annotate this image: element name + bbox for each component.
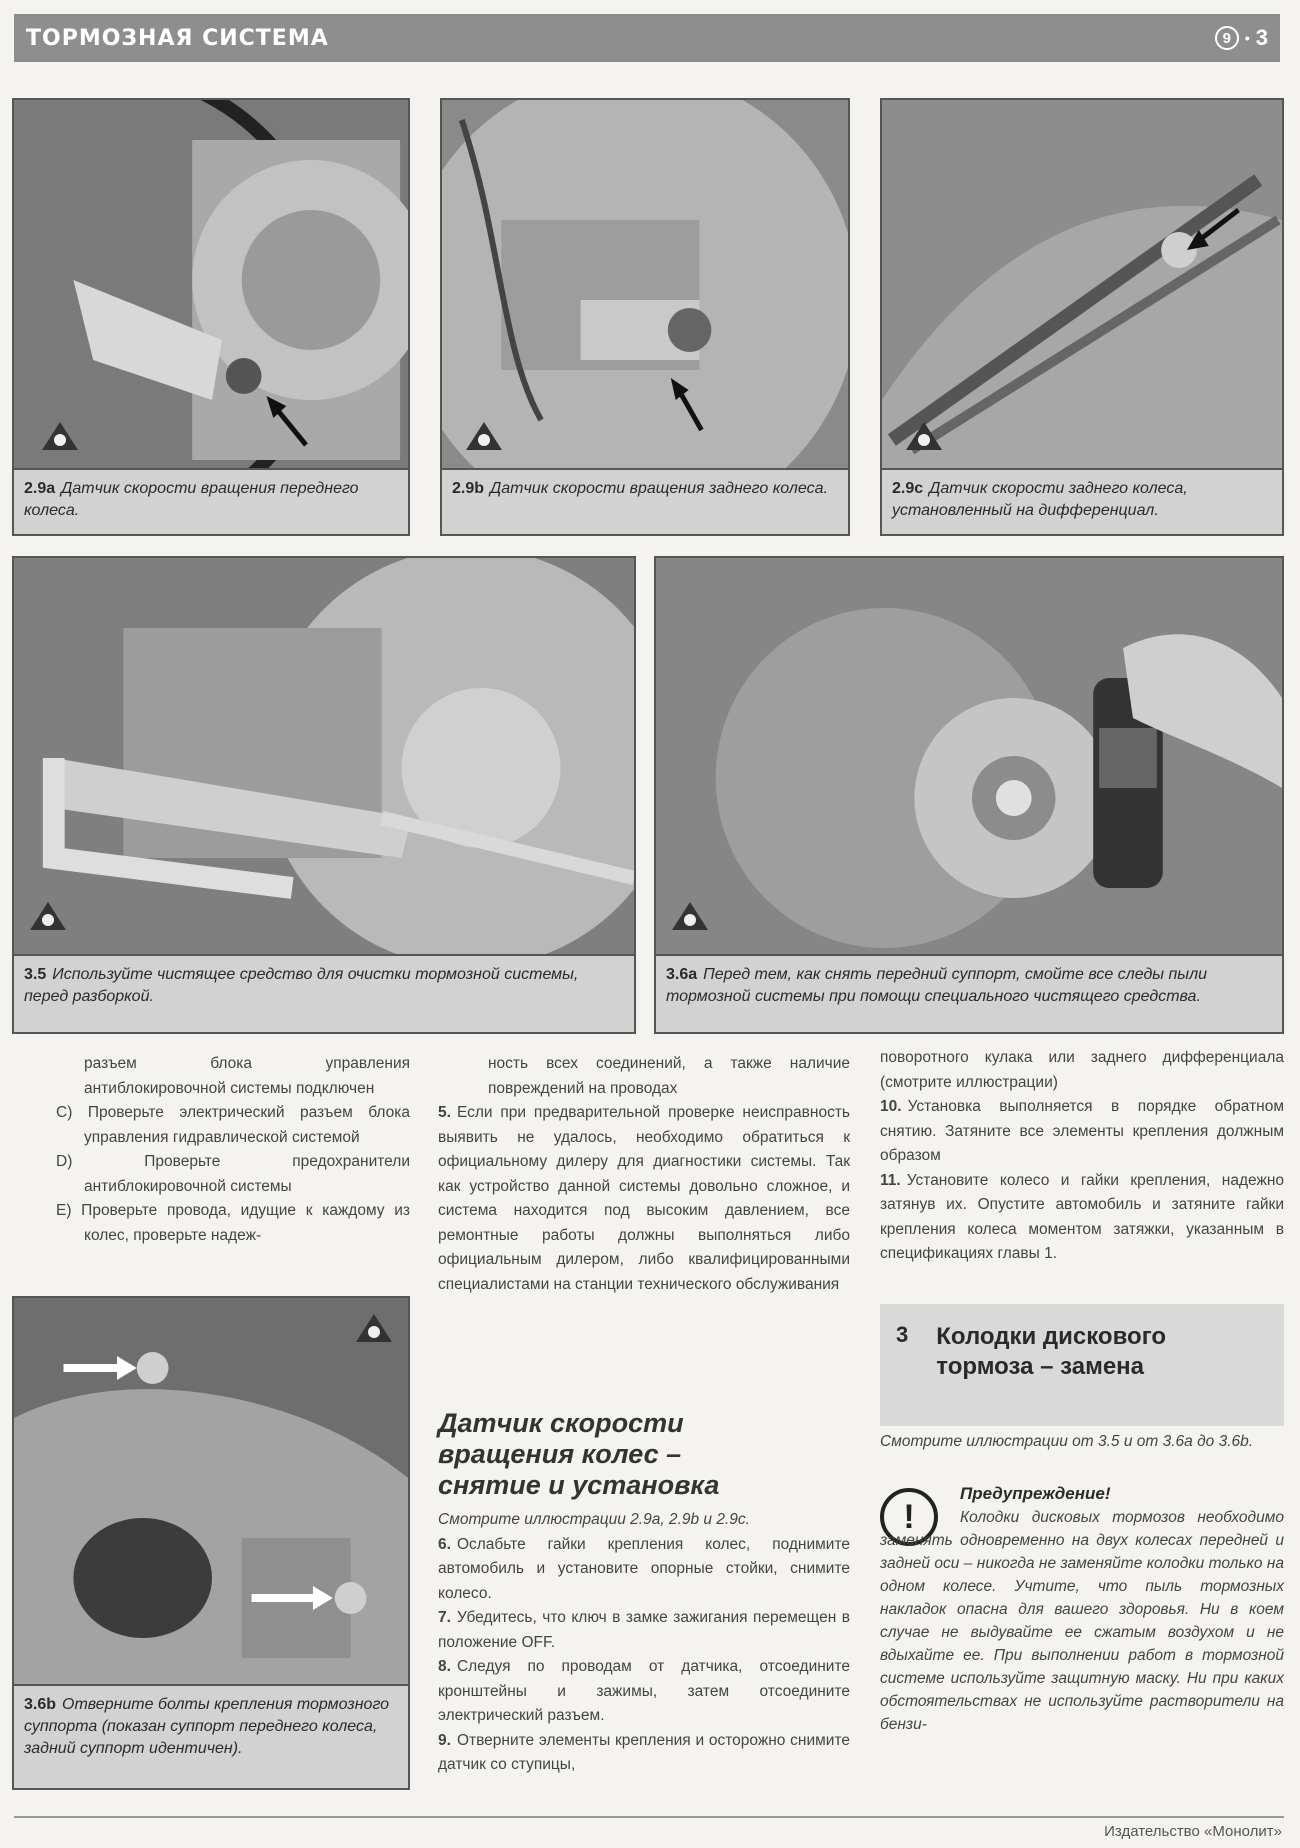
publisher-logo-icon <box>464 418 504 452</box>
figure-number: 3.5 <box>24 966 47 983</box>
figure-caption <box>14 1684 408 1788</box>
page-number: 3 <box>1255 25 1268 50</box>
photo-brake-cleaning <box>14 558 634 958</box>
step-6: 6. Ослабьте гайки крепления колес, поднимите автомобиль и установите опорные стойки, снимите колесо. <box>438 1535 850 1602</box>
list-item-d: D) Проверьте предохранители антиблокировочной системы <box>56 1153 410 1195</box>
figure-caption-text: Датчик скорости вращения переднего колеса. <box>24 480 359 519</box>
step-7: 7. Убедитесь, что ключ в замке зажигания перемещен в положение OFF. <box>438 1609 850 1651</box>
chapter-badge: 9 <box>1215 26 1239 50</box>
warning-title: Предупреждение! <box>960 1484 1111 1503</box>
separator-dot: • <box>1244 30 1250 46</box>
footer-divider <box>14 1816 1284 1818</box>
figure-3-6a <box>654 556 1284 1034</box>
paragraph-continuation: разъем блока управления антиблокировочной системы подключен <box>84 1055 410 1097</box>
photo-caliper-bolts <box>14 1298 408 1688</box>
figure-caption <box>14 954 634 1032</box>
footer-publisher: Издательство «Монолит» <box>1104 1823 1282 1840</box>
section-title-text: Колодки дискового тормоза – замена <box>936 1323 1167 1380</box>
figure-caption-text: Отверните болты крепления тормозного суппорта (показан суппорт переднего колеса, задний суппорт идентичен). <box>24 1696 390 1757</box>
publisher-logo-icon <box>670 898 710 932</box>
warning-text: Колодки дисковых тормозов необходимо заменять одновременно на двух колесах передней и задней оси – никогда не заменяйте колодки только на одном колесе. Учтите, что пыль тормозных накладок опасна для вашего здоровья. Ни в коем случае не выдувайте ее сжатым воздухом и не вдыхайте ее. При выполнении работ в тормозной системе используйте защитную маску. Ни при каких обстоятельствах не используйте растворители на бензи- <box>880 1509 1284 1733</box>
figure-3-6b <box>12 1296 410 1790</box>
page-header <box>14 14 1280 62</box>
text-column-2 <box>438 1052 850 1297</box>
publisher-logo-icon <box>40 418 80 452</box>
paragraph-continuation: ность всех соединений, а также наличие повреждений на проводах <box>488 1055 850 1097</box>
text-column-2-lower <box>438 1508 850 1778</box>
paragraph-continuation: поворотного кулака или заднего дифференциала (смотрите иллюстрации) <box>880 1049 1284 1091</box>
text-column-3 <box>880 1046 1284 1267</box>
publisher-logo-icon <box>904 418 944 452</box>
section-number: 3 <box>896 1322 909 1347</box>
figure-number: 2.9b <box>452 480 485 497</box>
figure-number: 2.9a <box>24 480 56 497</box>
see-illustrations: Смотрите иллюстрации 2.9a, 2.9b и 2.9c. <box>438 1511 750 1528</box>
publisher-logo-icon <box>28 898 68 932</box>
section-header-box <box>880 1304 1284 1426</box>
photo-rear-wheel-sensor <box>442 100 848 470</box>
figure-caption-text: Датчик скорости заднего колеса, установленный на дифференциал. <box>892 480 1188 519</box>
figure-number: 3.6b <box>24 1696 57 1713</box>
page-number-block <box>1215 25 1268 51</box>
figure-caption <box>882 468 1282 534</box>
figure-caption-text: Датчик скорости вращения заднего колеса. <box>490 480 828 497</box>
photo-brake-spray <box>656 558 1282 958</box>
step-5: 5. Если при предварительной проверке неисправность выявить не удалось, необходимо обратиться к официальному дилеру для диагностики системы. Так как устройство данной системы довольно сложное, и система находится под высоким давлением, все ремонтные работы должны выполняться либо официальным дилером, либо квалифицированными специалистами на станции технического обслуживания <box>438 1104 850 1293</box>
photo-front-wheel-sensor <box>14 100 408 470</box>
subsection-heading: Датчик скорости вращения колес – снятие и установка <box>438 1408 720 1500</box>
step-11: 11. Установите колесо и гайки крепления, надежно затянув их. Опустите автомобиль и затяните гайки крепления колеса моментом затяжки, указанным в спецификациях главы 1. <box>880 1171 1284 1262</box>
step-9: 9. Отверните элементы крепления и осторожно снимите датчик со ступицы, <box>438 1731 850 1773</box>
figure-caption-text: Используйте чистящее средство для очистки тормозной системы, перед разборкой. <box>24 966 579 1005</box>
figure-2-9b <box>440 98 850 536</box>
warning-icon: ! <box>880 1488 938 1546</box>
text-column-1 <box>34 1052 410 1248</box>
section-title: ТОРМОЗНАЯ СИСТЕМА <box>26 25 329 51</box>
figure-caption <box>14 468 408 534</box>
figure-3-5 <box>12 556 636 1034</box>
figure-caption <box>442 468 848 534</box>
figure-caption-text: Перед тем, как снять передний суппорт, смойте все следы пыли тормозной системы при помощи специального чистящего средства. <box>666 966 1207 1005</box>
publisher-logo-icon <box>354 1310 394 1344</box>
section-see-illustrations: Смотрите иллюстрации от 3.5 и от 3.6a до 3.6b. <box>880 1433 1254 1450</box>
photo-differential-sensor <box>882 100 1282 470</box>
figure-2-9a <box>12 98 410 536</box>
list-item-c: C) Проверьте электрический разъем блока управления гидравлической системой <box>56 1104 410 1146</box>
figure-caption <box>656 954 1282 1032</box>
figure-2-9c <box>880 98 1284 536</box>
step-10: 10. Установка выполняется в порядке обратном снятию. Затяните все элементы крепления должным образом <box>880 1098 1284 1164</box>
list-item-e: E) Проверьте провода, идущие к каждому из колес, проверьте надеж- <box>56 1202 410 1244</box>
figure-number: 3.6a <box>666 966 698 983</box>
figure-number: 2.9c <box>892 480 924 497</box>
step-8: 8. Следуя по проводам от датчика, отсоедините кронштейны и зажимы, затем отсоедините электрический разъем. <box>438 1658 850 1724</box>
